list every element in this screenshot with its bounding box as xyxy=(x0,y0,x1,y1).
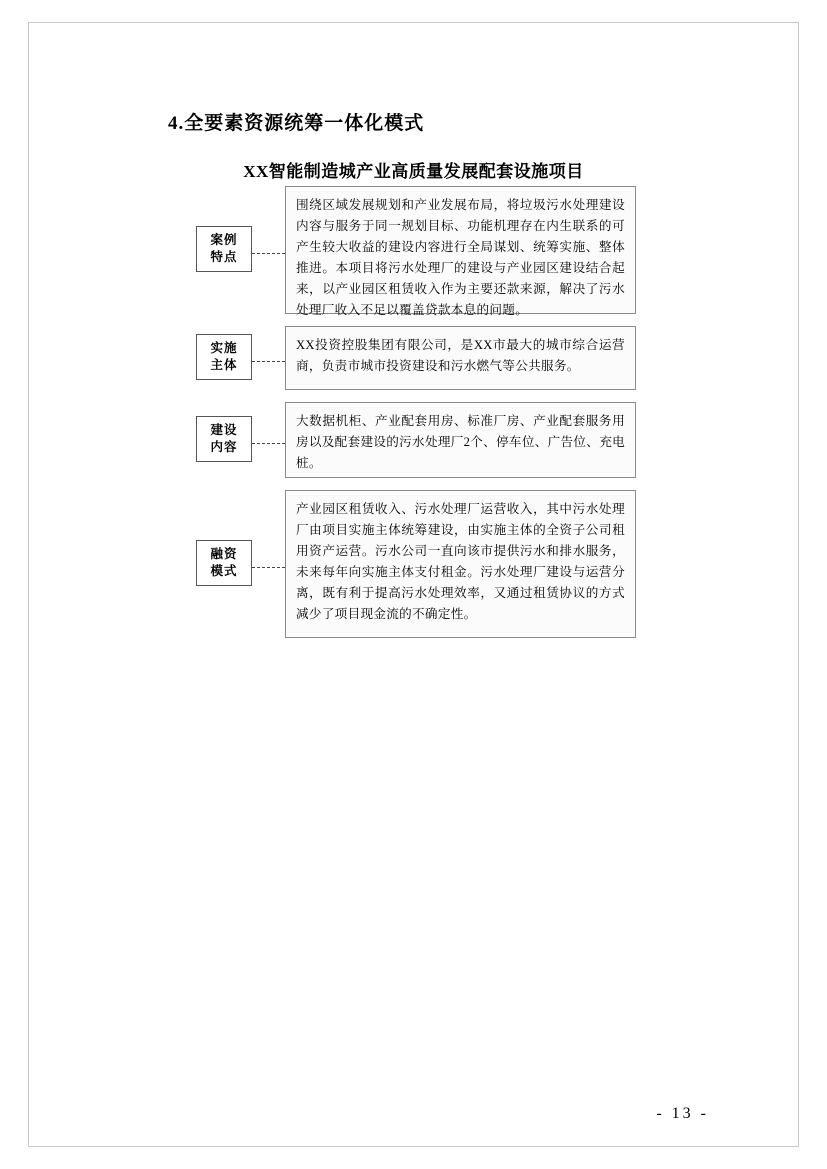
content-implementing-entity: XX投资控股集团有限公司，是XX市最大的城市综合运营商，负责市城市投资建设和污水燃气等公共服务。 xyxy=(285,326,636,390)
diagram-row-construction-content xyxy=(196,402,636,478)
connector-line-icon xyxy=(252,361,285,362)
label-line-2: 主体 xyxy=(210,358,238,372)
diagram-row-financing-model xyxy=(196,490,636,638)
connector-line-icon xyxy=(252,253,285,254)
label-line-1: 融资 xyxy=(210,547,238,561)
project-subtitle: XX智能制造城产业高质量发展配套设施项目 xyxy=(243,162,584,181)
connector-line-icon xyxy=(252,443,285,444)
content-financing-model: 产业园区租赁收入、污水处理厂运营收入，其中污水处理厂由项目实施主体统筹建设，由实施主体的全资子公司租用资产运营。污水公司一直向该市提供污水和排水服务，未来每年向实施主体支付租金。污水处理厂建设与运营分离，既有利于提高污水处理效率，又通过租赁协议的方式减少了项目现金流的不确定性。 xyxy=(285,490,636,638)
case-diagram xyxy=(196,186,636,650)
label-line-2: 特点 xyxy=(210,250,238,264)
label-implementing-entity xyxy=(196,334,252,380)
label-case-features xyxy=(196,226,252,272)
label-line-2: 模式 xyxy=(210,564,238,578)
label-line-1: 实施 xyxy=(210,341,238,355)
connector-line-icon xyxy=(252,567,285,568)
label-construction-content xyxy=(196,416,252,462)
content-case-features: 围绕区域发展规划和产业发展布局，将垃圾污水处理建设内容与服务于同一规划目标、功能机理存在内生联系的可产生较大收益的建设内容进行全局谋划、统筹实施、整体推进。本项目将污水处理厂的建设与产业园区建设结合起来，以产业园区租赁收入作为主要还款来源，解决了污水处理厂收入不足以覆盖贷款本息的问题。 xyxy=(285,186,636,314)
label-financing-model xyxy=(196,540,252,586)
label-line-1: 建设 xyxy=(210,423,238,437)
label-line-2: 内容 xyxy=(210,440,238,454)
diagram-row-implementing-entity xyxy=(196,326,636,390)
content-construction-content: 大数据机柜、产业配套用房、标准厂房、产业配套服务用房以及配套建设的污水处理厂2个、停车位、广告位、充电桩。 xyxy=(285,402,636,478)
diagram-row-case-features xyxy=(196,186,636,317)
page-number: - 13 - xyxy=(656,1105,709,1122)
label-line-1: 案例 xyxy=(210,233,238,247)
page-title: 4.全要素资源统筹一体化模式 xyxy=(168,113,425,134)
